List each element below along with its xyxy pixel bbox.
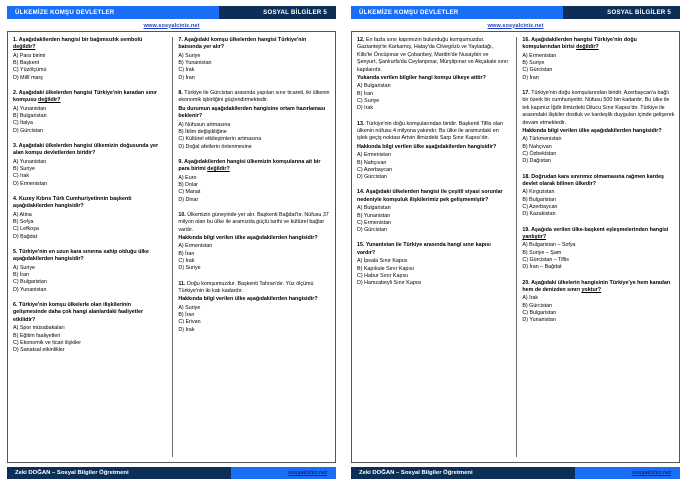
question-stem: 20. Aşağıdaki ülkelerin hangisinin Türkiye'ye hem karadan hem de denizden sınırı yoktur? (522, 279, 671, 294)
answer-option[interactable]: A) Suriye (178, 304, 201, 311)
question-negation-keyword: değildir? (207, 166, 230, 173)
question-stem: 6. Türkiye'nin komşu ülkelerle olan ilişkilerinin gelişmesinde daha çok hangi alanlardaki faaliyetler etkilidir? (13, 302, 144, 323)
question-item (13, 302, 165, 354)
answer-option[interactable]: C) Erivan (178, 319, 201, 326)
answer-option[interactable]: C) Suriye (357, 98, 380, 105)
question-stem: 11. Doğu komşumuzdur. Başkenti Tahran'dır. Yüz ölçümü Türkiye'nin iki katı kadardır. (178, 280, 314, 295)
page-2-header (351, 6, 680, 19)
question-negation-keyword: değildir? (37, 97, 61, 104)
answer-option[interactable]: A) Euro (178, 174, 197, 181)
question-stem: 14. Aşağıdaki ülkelerden hangisi ile çeşitli siyasi sorunlar nedeniyle komşuluk ilişkilerimiz pek gelişmemiştir? (357, 189, 503, 203)
answer-option[interactable]: D) Irak (178, 326, 195, 333)
answer-option[interactable]: C) Azerbaycan (522, 204, 558, 211)
answer-option[interactable]: B) Yunanistan (178, 60, 212, 67)
answer-option[interactable]: B) Suriye (13, 166, 35, 173)
question-stem: 10. Ülkemizin güneyinde yer alır. Başkenti Bağdat'tır. Nüfusu 37 milyon olan bu ülke ile aramızda güçlü tarihi ve kültürel bağlar vardır. (178, 211, 329, 233)
answer-option[interactable]: C) Ekonomik ve ticari ilişkiler (13, 339, 81, 346)
question-item (522, 174, 675, 219)
question-number: 15. (357, 242, 366, 249)
question-negation-keyword: yanlıştır? (522, 234, 547, 241)
question-item (178, 281, 331, 334)
answer-option[interactable]: D) Dağıstan (522, 158, 551, 165)
answer-option[interactable]: A) Yunanistan (13, 158, 47, 165)
answer-option[interactable]: D) Sanatsal etkinlikler (13, 347, 65, 354)
answer-option[interactable]: B) İran (357, 90, 374, 97)
answer-option[interactable]: D) Bağdat (13, 233, 38, 240)
question-item (178, 37, 331, 82)
answer-option[interactable]: C) Ermenistan (357, 219, 392, 226)
question-item (13, 37, 165, 82)
question-number: 18. (522, 173, 532, 180)
answer-option[interactable]: A) Bulgaristan (357, 83, 391, 90)
question-item (522, 37, 675, 82)
question-number: 11. (178, 280, 187, 287)
page-1-header (7, 6, 336, 19)
header-website-link[interactable]: www.sosyalciniz.net (143, 22, 200, 29)
footer-author: Zeki DOĞAN – Sosyal Bilgiler Öğretmeni (7, 467, 231, 479)
page-2-footer (351, 467, 680, 479)
answer-option[interactable]: A) Suriye (178, 52, 201, 59)
page-2-content (351, 31, 680, 463)
question-stem: 4. Kuzey Kıbrıs Türk Cumhuriyetinnin başkenti aşağıdakilerden hangisidir? (13, 196, 132, 210)
header-title: ÜLKEMİZE KOMŞU DEVLETLER (351, 6, 563, 19)
question-stem: 15. Yunanistan ile Türkiye arasında hangi sınır kapısı vardır? (357, 242, 491, 256)
answer-option[interactable]: D) Millî marş (13, 74, 43, 81)
answer-option[interactable]: C) Habur Sınır Kapısı (357, 272, 409, 279)
question-stem: 19. Aşağıda verilen ülke-başkent eşleşmelerinden hangisi yanlıştır? (522, 226, 669, 241)
question-number: 12. (357, 37, 366, 43)
answer-option[interactable]: B) İklim değişikliğine (178, 128, 227, 135)
page-1-column-2 (172, 37, 331, 457)
footer-author: Zeki DOĞAN – Sosyal Bilgiler Öğretmeni (351, 467, 575, 479)
question-prompt: Hakkında bilgi verilen ülke aşağıdakilerden hangisidir? (357, 143, 497, 150)
answer-option[interactable]: B) Yunanistan (357, 212, 391, 219)
question-number: 20. (522, 279, 532, 286)
question-item (522, 227, 675, 272)
answer-option[interactable]: D) Gürcistan (357, 174, 387, 181)
answer-option[interactable]: D) Irak (357, 105, 374, 112)
answer-option[interactable]: B) Başkent (13, 60, 40, 67)
question-negation-keyword: değildir? (13, 44, 36, 51)
question-item (13, 90, 165, 135)
answer-option[interactable]: B) Suriye – Şam (522, 249, 562, 256)
answer-option[interactable]: A) Bulgaristan – Sofya (522, 242, 576, 249)
page-2-column-1 (357, 37, 516, 457)
page-2-column-2 (516, 37, 675, 457)
answer-option[interactable]: B) Bulgaristan (522, 196, 556, 203)
answer-option[interactable]: A) Kırgızistan (522, 189, 555, 196)
header-subject: SOSYAL BİLGİLER 5 (219, 6, 336, 19)
question-number: 3. (13, 143, 19, 149)
answer-option[interactable]: A) İpsala Sınır Kapısı (357, 258, 408, 265)
header-website-link[interactable]: www.sosyalciniz.net (487, 22, 544, 29)
question-number: 2. (13, 90, 19, 96)
answer-option[interactable]: C) Azerbaycan (357, 166, 393, 173)
question-item (522, 280, 675, 325)
answer-option[interactable]: A) Bulgaristan (357, 205, 391, 212)
answer-option[interactable]: B) Eğitim faaliyetleri (13, 332, 61, 339)
answer-option[interactable]: A) Spor müsabakaları (13, 325, 65, 332)
question-number: 8. (178, 90, 185, 96)
answer-option[interactable]: A) Para birimi (13, 52, 46, 59)
page-2-header-link-row (351, 20, 680, 31)
page-1-column-1 (13, 37, 172, 457)
answer-option[interactable]: C) Irak (178, 67, 195, 74)
question-item (522, 90, 675, 166)
answer-option[interactable]: D) Dinar (178, 196, 199, 203)
question-number: 16. (522, 37, 532, 43)
answer-option[interactable]: B) Nahçıvan (357, 159, 387, 166)
answer-option[interactable]: A) Irak (522, 295, 539, 302)
question-stem: 3. Aşağıdaki ülkelerden hangisi ülkemizin doğusunda yer alan komşu devletlerden biridir? (13, 143, 159, 157)
answer-option[interactable]: D) İran (522, 74, 539, 81)
answer-option[interactable]: D) Suriye (178, 265, 201, 272)
answer-option[interactable]: C) Kültürel etkileşimlerin artmasına (178, 136, 262, 143)
answer-option[interactable]: B) İran (178, 312, 195, 319)
question-item (13, 143, 165, 188)
page-1-content (7, 31, 336, 463)
answer-option[interactable]: C) Manat (178, 189, 201, 196)
question-number: 7. (178, 37, 185, 43)
question-prompt: Bu durumun aşağıdakilerden hangisine ortam hazırlaması beklenir? (178, 105, 326, 120)
question-number: 13. (357, 120, 366, 127)
answer-option[interactable]: A) Ermenistan (357, 152, 391, 159)
answer-option[interactable]: C) Gürcistan – Tiflis (522, 257, 569, 264)
answer-option[interactable]: A) Atina (13, 211, 32, 218)
answer-option[interactable]: C) Lefkoşa (13, 226, 39, 233)
answer-option[interactable]: A) Yunanistan (13, 105, 47, 112)
answer-option[interactable]: C) Irak (13, 173, 30, 180)
answer-option[interactable]: A) Suriye (13, 264, 35, 271)
answer-option[interactable]: B) Suriye (522, 60, 545, 67)
answer-option[interactable]: B) Gürcistan (522, 302, 553, 309)
question-stem: 18. Doğrudan kara sınırımız olmamasına rağmen kardeş devlet olarak bilinen ülkedir? (522, 173, 665, 188)
answer-option[interactable]: C) İtalya (13, 120, 33, 127)
answer-option[interactable]: A) Ermenistan (178, 243, 213, 250)
answer-option[interactable]: D) Kazakistan (522, 211, 556, 218)
footer-link-area (231, 467, 336, 479)
question-stem: 1. Aşağıdakilerden hangisi bir bağımsızlık sembolü değildir? (13, 37, 143, 51)
answer-option[interactable]: B) İran (13, 272, 30, 279)
question-item (357, 37, 509, 113)
question-stem: 7. Aşağıdaki komşu ülkelerden hangisi Türkiye'nin batısında yer alır? (178, 37, 307, 51)
question-stem: 5. Türkiye'nin en uzun kara sınırına sahip olduğu ülke aşağıdakilerden hangisidir? (13, 249, 149, 263)
question-stem: 13. Türkiye'nin doğu komşularından biridir. Başkenti Tiflis olan ülkenin nüfusu 4 milyona yakındır. Bu ülke ile aramızdaki en işlek geçiş noktası Artvin ilimizdeki Sarp Sınır Kapısı'dır. (357, 120, 503, 142)
answer-option[interactable]: B) Kapıkule Sınır Kapısı (357, 265, 415, 272)
question-stem: 8. Türkiye ile Gürcistan arasında yapılan sınır ticareti, iki ülkenin ekonomik işbirliğini güçlendirmektedir. (178, 90, 330, 104)
question-negation-keyword: yoktur? (581, 287, 602, 294)
answer-option[interactable]: D) İran (178, 74, 195, 81)
footer-website-link[interactable]: sosyalciniz.net (287, 470, 327, 476)
question-number: 14. (357, 189, 366, 196)
question-item (13, 196, 165, 241)
question-prompt: Hakkında bilgi verilen ülke aşağıdakilerden hangisidir? (522, 128, 662, 135)
answer-option[interactable]: C) Gürcistan (522, 67, 553, 74)
question-number: 1. (13, 37, 19, 43)
question-number: 10. (178, 211, 188, 218)
answer-option[interactable]: B) Dolar (178, 181, 198, 188)
answer-option[interactable]: B) İran (178, 250, 195, 257)
question-item (13, 249, 165, 294)
answer-option[interactable]: D) Hamzabeyli Sınır Kapısı (357, 280, 422, 287)
question-stem: 16. Aşağıdakilerden hangisi Türkiye'nin doğu komşularından birisi değildir? (522, 37, 637, 51)
page-1-header-link-row (7, 20, 336, 31)
question-item (178, 90, 331, 151)
answer-option[interactable]: D) İran – Bağdat (522, 264, 562, 271)
question-stem: 12. En fazla sınır kapımızın bulunduğu komşumuzdur. Gaziantep'te Karkamış, Hatay'da Cilvegözü ve Yayladağı, Kilis'te Öncüpınar ve Çobanbey, Mardin'de Nusaybin ve Şenyurt, Şanlıurfa'da Ceylanpınar, Mürşitpınar ve Akçakale sınır kapılarıdır. (357, 37, 509, 73)
answer-option[interactable]: B) Sofya (13, 219, 34, 226)
answer-option[interactable]: D) Gürcistan (13, 127, 43, 134)
answer-option[interactable]: D) Doğal afetlerin önlenmesine (178, 143, 252, 150)
question-stem: 2. Aşağıdaki ülkelerden hangisi Türkiye'nin karadan sınır komşusu değildir? (13, 90, 157, 104)
question-number: 17. (522, 90, 532, 96)
question-item (178, 159, 331, 204)
question-number: 19. (522, 226, 532, 233)
answer-option[interactable]: A) Nüfusun artmasına (178, 121, 231, 128)
question-number: 6. (13, 302, 19, 308)
header-subject: SOSYAL BİLGİLER 5 (563, 6, 680, 19)
page-1-footer (7, 467, 336, 479)
answer-option[interactable]: B) Bulgaristan (13, 113, 47, 120)
question-number: 9. (178, 158, 185, 165)
question-item (357, 189, 509, 234)
answer-option[interactable]: B) Nahçıvan (522, 143, 552, 150)
question-number: 5. (13, 249, 19, 255)
answer-option[interactable]: C) Özbekistan (522, 151, 557, 158)
answer-option[interactable]: D) Ermenistan (13, 180, 48, 187)
answer-option[interactable]: A) Ermenistan (522, 52, 557, 59)
answer-option[interactable]: D) Yunanistan (13, 286, 47, 293)
question-prompt: Yukarıda verilen bilgiler hangi komşu ülkeye aittir? (357, 75, 486, 82)
question-number: 4. (13, 196, 19, 202)
footer-website-link[interactable]: sosyalciniz.net (631, 470, 671, 476)
question-stem: 9. Aşağıdakilerden hangisi ülkemizin komşularına ait bir para birimi değildir? (178, 158, 321, 173)
answer-option[interactable]: C) Bulgaristan (13, 279, 47, 286)
answer-option[interactable]: D) Yunanistan (522, 317, 556, 324)
question-prompt: Hakkında bilgi verilen ülke aşağıdakilerden hangisidir? (178, 235, 318, 242)
question-item (357, 121, 509, 182)
answer-option[interactable]: C) Yüzölçümü (13, 67, 47, 74)
worksheet-page-2 (344, 0, 687, 483)
footer-link-area (575, 467, 680, 479)
question-stem: 17. Türkiye'nin doğu komşularından biridir. Azerbaycan'a bağlı bir özerk bir cumhuriyettir. Nüfusu 500 bin kadardır. Bu ülke ile tek kapımız İğdir ilimizdeki Dilucu Sınır Kapısı'dır. Türkiye ile arasındaki ilişkiler dostluk ve kardeşlik duyguları içinde gelişerek devam etmektedir. (522, 90, 675, 126)
question-item (178, 212, 331, 273)
question-negation-keyword: değildir? (576, 44, 599, 51)
answer-option[interactable]: C) Irak (178, 258, 195, 265)
answer-option[interactable]: C) Bulgaristan (522, 310, 557, 317)
question-prompt: Hakkında bilgi verilen ülke aşağıdakilerden hangisidir? (178, 296, 318, 303)
worksheet-page-1 (0, 0, 343, 483)
answer-option[interactable]: A) Türkmenistan (522, 136, 562, 143)
header-title: ÜLKEMİZE KOMŞU DEVLETLER (7, 6, 219, 19)
question-item (357, 242, 509, 287)
answer-option[interactable]: D) Gürcistan (357, 227, 387, 234)
